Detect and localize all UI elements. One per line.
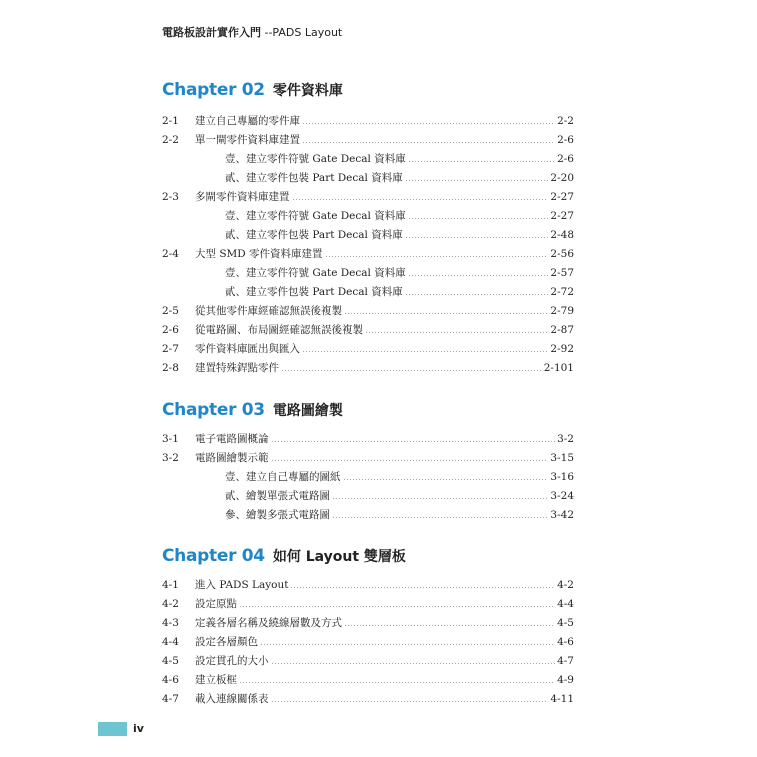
section-title: 從電路圖、布局圖經確認無誤後複製 — [195, 324, 363, 336]
page-reference: 2-48 — [550, 228, 574, 241]
dot-leader — [405, 237, 549, 238]
dot-leader — [343, 479, 549, 480]
toc-entry[interactable] — [162, 358, 574, 377]
section-number: 2-6 — [162, 323, 179, 336]
toc-entry[interactable] — [162, 263, 574, 282]
dot-leader — [271, 701, 549, 702]
page-reference: 3-42 — [550, 508, 574, 521]
section-title: 貳、繪製單張式電路圖 — [225, 490, 330, 502]
section-title: 貳、建立零件包裝 Part Decal 資料庫 — [225, 172, 403, 184]
page-reference: 3-16 — [550, 470, 574, 483]
dot-leader — [271, 441, 556, 442]
section-number: 2-8 — [162, 361, 179, 374]
section-title: 壹、建立零件符號 Gate Decal 資料庫 — [225, 267, 406, 279]
page-reference: 4-5 — [557, 616, 574, 629]
section-number: 2-4 — [162, 247, 179, 260]
dot-leader — [281, 370, 542, 371]
section-title: 從其他零件庫經確認無誤後複製 — [195, 305, 342, 317]
toc-entry[interactable] — [162, 505, 574, 524]
section-title: 定義各層名稱及繞線層數及方式 — [195, 617, 342, 629]
section-number: 2-2 — [162, 133, 179, 146]
section-title: 電路圖繪製示範 — [195, 452, 269, 464]
page-reference: 2-92 — [550, 342, 574, 355]
dot-leader — [302, 123, 555, 124]
book-title: 電路板設計實作入門 — [162, 26, 261, 39]
section-title: 載入連線關係表 — [195, 693, 269, 705]
page-number: iv — [133, 722, 144, 735]
page-reference: 2-6 — [557, 133, 574, 146]
page-reference: 3-15 — [550, 451, 574, 464]
section-title: 建立板框 — [195, 674, 237, 686]
section-number: 4-4 — [162, 635, 179, 648]
section-number: 2-7 — [162, 342, 179, 355]
section-title: 設定原點 — [195, 598, 237, 610]
section-number: 4-5 — [162, 654, 179, 667]
chapter-number: Chapter 02 — [162, 80, 265, 100]
toc-entry[interactable] — [162, 613, 574, 632]
toc-entry[interactable] — [162, 225, 574, 244]
chapter-number: Chapter 04 — [162, 546, 265, 566]
section-number: 4-3 — [162, 616, 179, 629]
section-number: 4-2 — [162, 597, 179, 610]
section-number: 4-6 — [162, 673, 179, 686]
page-reference: 4-9 — [557, 673, 574, 686]
dot-leader — [290, 587, 555, 588]
toc-entry[interactable] — [162, 187, 574, 206]
footer-accent-bar — [98, 722, 127, 736]
toc-entry[interactable] — [162, 111, 574, 130]
section-title: 參、繪製多張式電路圖 — [225, 509, 330, 521]
dot-leader — [408, 161, 555, 162]
dot-leader — [365, 332, 548, 333]
dot-leader — [325, 256, 549, 257]
page-reference: 4-6 — [557, 635, 574, 648]
dot-leader — [332, 517, 548, 518]
chapter-title: 零件資料庫 — [272, 83, 343, 99]
dot-leader — [239, 606, 555, 607]
section-title: 貳、建立零件包裝 Part Decal 資料庫 — [225, 286, 403, 298]
page-reference: 4-2 — [557, 578, 574, 591]
toc-entry[interactable] — [162, 575, 574, 594]
toc-entry[interactable] — [162, 594, 574, 613]
section-number: 2-3 — [162, 190, 179, 203]
section-title: 設定貫孔的大小 — [195, 655, 269, 667]
section-title: 建置特殊銲點零件 — [195, 362, 279, 374]
dot-leader — [302, 351, 548, 352]
section-title: 零件資料庫匯出與匯入 — [195, 343, 300, 355]
section-title: 進入 PADS Layout — [195, 579, 289, 591]
page-reference: 2-27 — [550, 209, 574, 222]
toc-list — [162, 429, 574, 524]
page-reference: 4-7 — [557, 654, 574, 667]
dot-leader — [271, 460, 549, 461]
section-title: 壹、建立零件符號 Gate Decal 資料庫 — [225, 210, 406, 222]
toc-entry[interactable] — [162, 301, 574, 320]
section-number: 2-1 — [162, 114, 179, 127]
toc-entry[interactable] — [162, 670, 574, 689]
page-reference: 2-20 — [550, 171, 574, 184]
running-header — [162, 24, 342, 40]
toc-entry[interactable] — [162, 486, 574, 505]
page-reference: 4-4 — [557, 597, 574, 610]
dot-leader — [271, 663, 556, 664]
section-title: 多閘零件資料庫建置 — [195, 191, 290, 203]
toc-entry[interactable] — [162, 206, 574, 225]
dot-leader — [292, 199, 549, 200]
page-reference: 2-72 — [550, 285, 574, 298]
page-reference: 3-24 — [550, 489, 574, 502]
toc-entry[interactable] — [162, 429, 574, 448]
toc-entry[interactable] — [162, 339, 574, 358]
chapter-title: 電路圖繪製 — [272, 403, 343, 419]
section-number: 3-1 — [162, 432, 179, 445]
page-reference: 4-11 — [550, 692, 574, 705]
toc-entry[interactable] — [162, 689, 574, 708]
chapter-heading — [162, 546, 406, 566]
toc-entry[interactable] — [162, 244, 574, 263]
dot-leader — [302, 142, 555, 143]
chapter-number: Chapter 03 — [162, 400, 265, 420]
section-title: 大型 SMD 零件資料庫建置 — [195, 248, 323, 260]
book-subtitle: --PADS Layout — [261, 26, 343, 39]
dot-leader — [408, 275, 549, 276]
dot-leader — [344, 313, 548, 314]
toc-entry[interactable] — [162, 632, 574, 651]
page-reference: 2-27 — [550, 190, 574, 203]
section-number: 2-5 — [162, 304, 179, 317]
page-reference: 2-56 — [550, 247, 574, 260]
toc-entry[interactable] — [162, 320, 574, 339]
section-title: 貳、建立零件包裝 Part Decal 資料庫 — [225, 229, 403, 241]
toc-entry[interactable] — [162, 448, 574, 467]
dot-leader — [408, 218, 549, 219]
section-number: 4-7 — [162, 692, 179, 705]
page-reference: 2-6 — [557, 152, 574, 165]
page-reference: 2-57 — [550, 266, 574, 279]
toc-entry[interactable] — [162, 282, 574, 301]
toc-list — [162, 111, 574, 377]
toc-entry[interactable] — [162, 467, 574, 486]
dot-leader — [260, 644, 555, 645]
section-title: 電子電路圖概論 — [195, 433, 269, 445]
chapter-heading — [162, 400, 343, 420]
section-title: 壹、建立自己專屬的圖紙 — [225, 471, 341, 483]
page-reference: 2-79 — [550, 304, 574, 317]
dot-leader — [332, 498, 548, 499]
section-number: 4-1 — [162, 578, 179, 591]
toc-entry[interactable] — [162, 130, 574, 149]
dot-leader — [405, 294, 549, 295]
toc-entry[interactable] — [162, 168, 574, 187]
section-title: 設定各層顏色 — [195, 636, 258, 648]
page-reference: 2-101 — [543, 361, 574, 374]
dot-leader — [239, 682, 555, 683]
toc-list — [162, 575, 574, 708]
page-reference: 2-2 — [557, 114, 574, 127]
dot-leader — [405, 180, 549, 181]
section-title: 壹、建立零件符號 Gate Decal 資料庫 — [225, 153, 406, 165]
section-number: 3-2 — [162, 451, 179, 464]
section-title: 建立自己專屬的零件庫 — [195, 115, 300, 127]
toc-entry[interactable] — [162, 651, 574, 670]
section-title: 單一閘零件資料庫建置 — [195, 134, 300, 146]
page-reference: 3-2 — [557, 432, 574, 445]
toc-entry[interactable] — [162, 149, 574, 168]
page-reference: 2-87 — [550, 323, 574, 336]
dot-leader — [344, 625, 555, 626]
chapter-title: 如何 Layout 雙層板 — [272, 549, 406, 565]
chapter-heading — [162, 80, 343, 100]
